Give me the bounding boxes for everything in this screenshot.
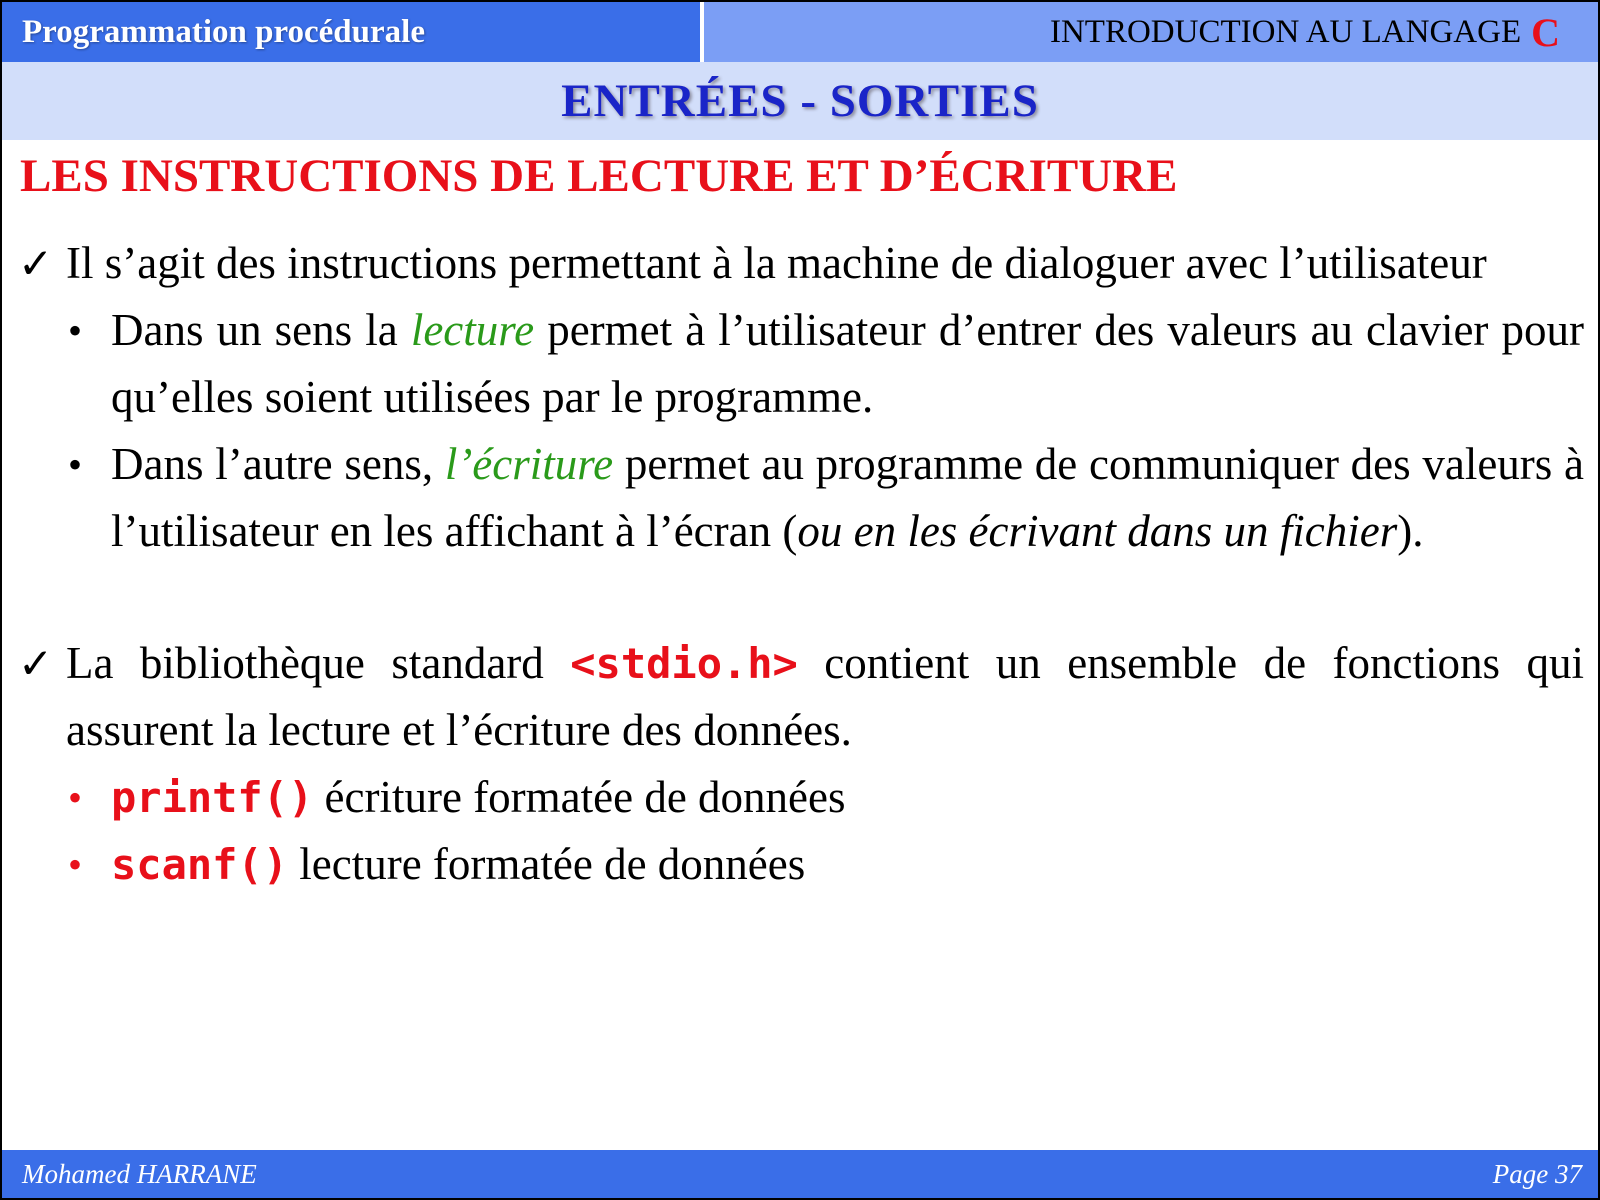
title-band [2,62,1598,140]
function-desc-scanf: lecture formatée de données [299,839,806,889]
ecriture-pre: Dans l’autre sens, [111,439,445,489]
ecriture-mid: permet au programme de communiquer des valeurs à l’utilisateur en les affichant à l’écran ( [111,439,1584,556]
footer-bar [2,1150,1598,1198]
ecriture-italic-note: ou en les écrivant dans un fichier [797,506,1398,556]
ecriture-post: ). [1397,506,1424,556]
chapter-title-text: INTRODUCTION AU LANGAGE [1049,13,1522,50]
function-name-printf: printf() [111,773,314,822]
stdio-header-code: <stdio.h> [570,639,798,688]
bullet-icon: • [68,442,83,487]
section-heading: LES INSTRUCTIONS DE LECTURE ET D’ÉCRITURE [20,150,1178,202]
course-title [2,2,700,62]
ecriture-term: l’écriture [444,439,614,489]
spacer [18,565,1584,630]
slide-title: ENTRÉES - SORTIES [561,75,1039,127]
chapter-title [704,2,1598,62]
check-item-stdio [18,630,1584,764]
bullet-icon: • [68,775,83,820]
function-name-scanf: scanf() [111,840,289,889]
list-item-scanf [18,831,1584,898]
lecture-pre: Dans un sens la [111,305,411,355]
bullet-icon: • [68,308,83,353]
checkmark-icon: ✓ [18,239,54,288]
slide-content [18,230,1584,898]
list-item-ecriture [18,431,1584,565]
function-list [18,764,1584,898]
list-item-printf [18,764,1584,831]
stdio-pre: La bibliothèque standard [66,638,571,688]
stdio-post: contient un ensemble de fonctions qui assurent la lecture et l’écriture des données. [66,638,1584,755]
checkmark-icon: ✓ [18,639,54,688]
page-number: Page 37 [1492,1158,1582,1189]
bullet-icon: • [68,842,83,887]
instructions-intro: Il s’agit des instructions permettant à la machine de dialoguer avec l’utilisateur [66,238,1487,288]
course-title-text: Programmation procédurale [22,13,425,50]
language-letter: C [1531,9,1560,55]
check-item-instructions [18,230,1584,297]
author-name: Mohamed HARRANE [22,1158,257,1189]
list-item-lecture [18,297,1584,431]
io-direction-list [18,297,1584,565]
lecture-post: permet à l’utilisateur d’entrer des valeurs au clavier pour qu’elles soient utilisées par le programme. [111,305,1584,422]
lecture-term: lecture [410,305,535,355]
header-bar [2,2,1598,64]
function-desc-printf: écriture formatée de données [324,772,846,822]
